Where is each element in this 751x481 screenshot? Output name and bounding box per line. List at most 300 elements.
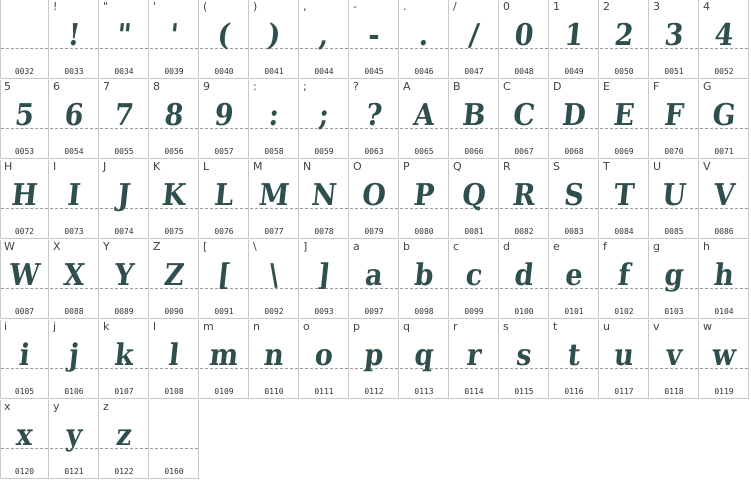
glyph-code: 0102 [614, 307, 634, 316]
glyph-sample: X [61, 258, 87, 293]
glyph-code: 0032 [14, 67, 35, 76]
glyph-cell [600, 160, 649, 239]
glyph-sample: P [412, 178, 437, 213]
glyph-cell [500, 80, 549, 159]
glyph-code: 0056 [164, 147, 184, 156]
glyph-cell [700, 80, 749, 159]
glyph-cell [500, 160, 549, 239]
glyph-sample: V [711, 178, 737, 213]
glyph-cell [450, 320, 499, 399]
glyph-label: \ [253, 240, 257, 253]
glyph-sample: . [417, 18, 431, 53]
glyph-label: j [53, 320, 57, 333]
glyph-cell [50, 160, 99, 239]
glyph-code: 0080 [414, 227, 434, 236]
glyph-sample: 6 [62, 98, 86, 133]
glyph-label: s [503, 320, 509, 333]
glyph-cell [0, 240, 49, 319]
glyph-label: D [553, 80, 562, 93]
glyph-label: F [653, 80, 660, 93]
glyph-label: u [603, 320, 610, 333]
glyph-cell [550, 160, 599, 239]
glyph-label: . [403, 0, 407, 13]
glyph-cell [550, 320, 599, 399]
glyph-sample: H [9, 178, 40, 213]
glyph-code: 0087 [14, 307, 35, 316]
glyph-label: i [4, 320, 8, 333]
glyph-code: 0098 [414, 307, 434, 316]
glyph-code: 0084 [614, 227, 634, 236]
glyph-cell [400, 240, 449, 319]
glyph-cell [700, 160, 749, 239]
glyph-code: 0058 [264, 147, 284, 156]
glyph-code: 0067 [514, 147, 534, 156]
glyph-cell [400, 160, 449, 239]
glyph-label: 6 [53, 80, 60, 93]
glyph-cell [500, 240, 549, 319]
glyph-code: 0034 [114, 67, 134, 76]
glyph-cell [150, 160, 199, 239]
glyph-code: 0110 [264, 387, 284, 396]
glyph-code: 0120 [14, 467, 35, 476]
glyph-cell [250, 240, 299, 319]
glyph-label: I [53, 160, 57, 173]
glyph-cell [350, 240, 399, 319]
glyph-code: 0113 [414, 387, 434, 396]
glyph-code: 0114 [464, 387, 484, 396]
glyph-code: 0076 [214, 227, 234, 236]
glyph-sample: - [366, 18, 382, 53]
glyph-code: 0111 [314, 387, 334, 396]
glyph-label: k [103, 320, 110, 333]
glyph-label: Z [153, 240, 161, 253]
glyph-cell [300, 80, 349, 159]
glyph-sample: v [664, 338, 684, 373]
glyph-sample: ; [317, 98, 331, 133]
glyph-label: 8 [153, 80, 160, 93]
glyph-label: 5 [4, 80, 11, 93]
glyph-label: 0 [503, 0, 510, 13]
glyph-cell [250, 0, 299, 79]
glyph-cell [200, 80, 249, 159]
glyph-sample: n [262, 338, 286, 373]
glyph-sample: K [160, 178, 188, 213]
glyph-sample: S [562, 178, 586, 213]
glyph-cell [500, 0, 549, 79]
glyph-sample: o [313, 338, 335, 373]
glyph-label: W [4, 240, 15, 253]
glyph-code: 0088 [64, 307, 84, 316]
glyph-cell [600, 320, 649, 399]
glyph-cell [450, 240, 499, 319]
glyph-code: 0050 [614, 67, 634, 76]
glyph-cell [550, 80, 599, 159]
glyph-cell [100, 400, 149, 479]
glyph-sample: " [115, 18, 133, 53]
glyph-label: / [453, 0, 457, 13]
glyph-label: g [653, 240, 660, 253]
glyph-cell [650, 80, 699, 159]
glyph-code: 0091 [214, 307, 234, 316]
glyph-label: x [4, 400, 11, 413]
glyph-code: 0089 [114, 307, 134, 316]
glyph-cell [100, 0, 149, 79]
glyph-sample: 4 [712, 18, 736, 53]
glyph-sample: ! [66, 18, 82, 53]
glyph-label: v [653, 320, 660, 333]
glyph-code: 0109 [214, 387, 234, 396]
glyph-sample: D [560, 98, 588, 133]
glyph-label: ; [303, 80, 307, 93]
glyph-cell [450, 160, 499, 239]
glyph-label: p [353, 320, 360, 333]
glyph-sample: m [207, 338, 241, 373]
glyph-sample: ) [265, 18, 283, 53]
glyph-sample: M [257, 178, 291, 213]
glyph-cell [700, 240, 749, 319]
glyph-label: r [453, 320, 458, 333]
glyph-sample: 3 [662, 18, 686, 53]
glyph-code: 0119 [714, 387, 734, 396]
glyph-cell [50, 400, 99, 479]
glyph-sample: W [7, 258, 42, 293]
glyph-label: V [703, 160, 711, 173]
glyph-code: 0069 [614, 147, 634, 156]
glyph-cell [0, 0, 49, 79]
glyph-cell [700, 0, 749, 79]
glyph-cell [200, 240, 249, 319]
glyph-code: 0046 [414, 67, 434, 76]
glyph-label: ! [53, 0, 58, 13]
glyph-sample: ? [364, 98, 384, 133]
glyph-sample: 5 [13, 98, 36, 133]
glyph-cell [300, 320, 349, 399]
glyph-sample: 1 [562, 18, 586, 53]
glyph-code: 0065 [414, 147, 434, 156]
glyph-code: 0044 [314, 67, 334, 76]
glyph-code: 0049 [564, 67, 584, 76]
glyph-sample: Q [460, 178, 488, 213]
glyph-code: 0118 [664, 387, 684, 396]
glyph-sample: N [309, 178, 339, 213]
glyph-label: N [303, 160, 312, 173]
glyph-sample: d [512, 258, 536, 293]
glyph-cell [600, 0, 649, 79]
glyph-code: 0081 [464, 227, 484, 236]
glyph-label: 2 [603, 0, 610, 13]
glyph-code: 0093 [314, 307, 334, 316]
glyph-code: 0100 [514, 307, 534, 316]
glyph-label: C [503, 80, 511, 93]
glyph-code: 0107 [114, 387, 134, 396]
glyph-code: 0121 [64, 467, 84, 476]
glyph-sample: h [712, 258, 736, 293]
glyph-code: 0122 [114, 467, 134, 476]
glyph-cell [150, 240, 199, 319]
glyph-sample: c [463, 258, 485, 293]
glyph-code: 0099 [464, 307, 484, 316]
glyph-label: f [603, 240, 607, 253]
glyph-sample: Y [112, 258, 136, 293]
glyph-code: 0059 [314, 147, 334, 156]
glyph-label: K [153, 160, 161, 173]
glyph-sample: : [267, 98, 281, 133]
glyph-cell [600, 240, 649, 319]
glyph-code: 0092 [264, 307, 284, 316]
glyph-label: q [403, 320, 410, 333]
glyph-label: U [653, 160, 662, 173]
glyph-label: ' [153, 0, 157, 13]
glyph-label: A [403, 80, 411, 93]
glyph-code: 0115 [514, 387, 534, 396]
glyph-label: a [353, 240, 360, 253]
glyph-code: 0033 [64, 67, 84, 76]
glyph-cell [350, 320, 399, 399]
glyph-sample: i [17, 338, 32, 373]
glyph-sample: [ [215, 258, 233, 293]
glyph-label: n [253, 320, 260, 333]
glyph-label: 3 [653, 0, 660, 13]
glyph-sample: l [167, 338, 182, 373]
glyph-code: 0057 [214, 147, 234, 156]
glyph-sample: ' [168, 18, 181, 53]
glyph-sample: A [411, 98, 437, 133]
glyph-cell [300, 240, 349, 319]
glyph-sample: T [612, 178, 636, 213]
glyph-sample: E [611, 98, 637, 133]
glyph-code: 0074 [114, 227, 134, 236]
glyph-code: 0083 [564, 227, 584, 236]
glyph-label: G [703, 80, 712, 93]
glyph-code: 0104 [714, 307, 734, 316]
glyph-cell [500, 320, 549, 399]
glyph-label: h [703, 240, 710, 253]
glyph-label: t [553, 320, 558, 333]
glyph-label: 4 [703, 0, 710, 13]
glyph-cell [650, 0, 699, 79]
glyph-code: 0085 [664, 227, 684, 236]
glyph-sample: ] [315, 258, 333, 293]
glyph-cell [50, 320, 99, 399]
glyph-sample: p [362, 338, 386, 373]
glyph-cell [100, 240, 149, 319]
glyph-label: [ [203, 240, 208, 253]
glyph-sample: z [114, 418, 134, 453]
glyph-code: 0066 [464, 147, 484, 156]
glyph-sample: s [514, 338, 534, 373]
glyph-sample: 8 [162, 98, 186, 133]
glyph-sample: R [510, 178, 538, 213]
glyph-sample: 7 [112, 98, 136, 133]
glyph-cell [150, 400, 199, 479]
glyph-code: 0116 [564, 387, 584, 396]
glyph-cell [600, 80, 649, 159]
glyph-cell [700, 320, 749, 399]
glyph-cell [50, 240, 99, 319]
glyph-sample: F [662, 98, 686, 133]
glyph-sample: g [662, 258, 686, 293]
glyph-code: 0105 [14, 387, 35, 396]
glyph-label: d [503, 240, 510, 253]
glyph-sample: b [412, 258, 436, 293]
glyph-sample: U [660, 178, 688, 213]
glyph-label: 1 [553, 0, 560, 13]
glyph-code: 0077 [264, 227, 284, 236]
glyph-label: l [153, 320, 157, 333]
glyph-cell [150, 0, 199, 79]
glyph-label: b [403, 240, 410, 253]
glyph-label: Y [103, 240, 110, 253]
glyph-code: 0101 [564, 307, 584, 316]
glyph-code: 0090 [164, 307, 184, 316]
glyph-sample: k [112, 338, 136, 373]
glyph-label: ( [203, 0, 208, 13]
glyph-code: 0040 [214, 67, 234, 76]
glyph-sample: ( [215, 18, 233, 53]
glyph-label: O [353, 160, 362, 173]
glyph-cell [650, 320, 699, 399]
glyph-sample: I [65, 178, 83, 213]
glyph-sample: B [460, 98, 488, 133]
glyph-cell [550, 0, 599, 79]
glyph-label: m [203, 320, 214, 333]
glyph-code: 0063 [364, 147, 384, 156]
glyph-cell [350, 80, 399, 159]
glyph-cell [50, 0, 99, 79]
glyph-code: 0045 [364, 67, 384, 76]
glyph-sample: 9 [212, 98, 236, 133]
glyph-sample: / [467, 18, 481, 53]
glyph-cell [0, 320, 49, 399]
glyph-label: ? [353, 80, 359, 93]
glyph-sample: u [612, 338, 636, 373]
glyph-sample: e [563, 258, 585, 293]
glyph-code: 0079 [364, 227, 384, 236]
glyph-label: : [253, 80, 257, 93]
glyph-code: 0075 [164, 227, 184, 236]
glyph-cell [350, 160, 399, 239]
glyph-cell [350, 0, 399, 79]
glyph-sample: \ [267, 258, 281, 293]
glyph-sample: j [67, 338, 81, 373]
glyph-label: L [203, 160, 210, 173]
glyph-code: 0053 [14, 147, 35, 156]
glyph-sample: C [511, 98, 537, 133]
glyph-code: 0039 [164, 67, 184, 76]
glyph-code: 0071 [714, 147, 734, 156]
glyph-sample: a [363, 258, 385, 293]
glyph-code: 0117 [614, 387, 634, 396]
glyph-code: 0054 [64, 147, 84, 156]
glyph-sample: J [115, 178, 133, 213]
glyph-label: ) [253, 0, 258, 13]
glyph-sample: w [710, 338, 738, 373]
glyph-label: z [103, 400, 109, 413]
glyph-label: o [303, 320, 310, 333]
glyph-code: 0078 [314, 227, 334, 236]
glyph-cell [250, 320, 299, 399]
glyph-sample: x [14, 418, 35, 453]
glyph-cell [200, 160, 249, 239]
glyph-sample: 0 [512, 18, 536, 53]
glyph-cell [650, 240, 699, 319]
glyph-cell [300, 160, 349, 239]
glyph-sample [151, 418, 198, 454]
glyph-label: e [553, 240, 560, 253]
glyph-cell [300, 0, 349, 79]
glyph-code: 0070 [664, 147, 684, 156]
glyph-cell [650, 160, 699, 239]
glyph-code: 0051 [664, 67, 684, 76]
glyph-sample: f [616, 258, 632, 293]
glyph-cell [250, 160, 299, 239]
glyph-cell [100, 160, 149, 239]
glyph-code: 0108 [164, 387, 184, 396]
glyph-cell [450, 0, 499, 79]
glyph-cell [250, 80, 299, 159]
glyph-sample: , [317, 18, 331, 53]
glyph-label: ] [303, 240, 308, 253]
glyph-cell [150, 320, 199, 399]
glyph-cell [400, 80, 449, 159]
glyph-label: T [603, 160, 610, 173]
glyph-label: X [53, 240, 61, 253]
glyph-label: , [303, 0, 307, 13]
glyph-label: M [253, 160, 263, 173]
glyph-label: S [553, 160, 560, 173]
glyph-cell [550, 240, 599, 319]
glyph-cell [200, 320, 249, 399]
glyph-code: 0072 [14, 227, 35, 236]
glyph-cell [100, 320, 149, 399]
glyph-code: 0073 [64, 227, 84, 236]
glyph-cell [150, 80, 199, 159]
glyph-sample: Z [162, 258, 186, 293]
glyph-sample [1, 18, 47, 54]
glyph-sample: q [412, 338, 436, 373]
glyph-cell [0, 160, 49, 239]
glyph-cell [0, 400, 49, 479]
glyph-code: 0086 [714, 227, 734, 236]
glyph-code: 0041 [264, 67, 284, 76]
glyph-label: y [53, 400, 60, 413]
glyph-sample: t [565, 338, 583, 373]
glyph-code: 0160 [164, 467, 184, 476]
glyph-sample: y [64, 418, 84, 453]
glyph-code: 0048 [514, 67, 534, 76]
glyph-label: R [503, 160, 511, 173]
glyph-label: - [353, 0, 357, 13]
glyph-label: H [4, 160, 13, 173]
glyph-code: 0047 [464, 67, 484, 76]
glyph-cell [400, 320, 449, 399]
glyph-sample: 2 [612, 18, 636, 53]
glyph-cell [100, 80, 149, 159]
glyph-code: 0082 [514, 227, 534, 236]
glyph-label: B [453, 80, 461, 93]
glyph-sample: O [360, 178, 388, 213]
glyph-label: Q [453, 160, 462, 173]
glyph-cell [50, 80, 99, 159]
glyph-cell [400, 0, 449, 79]
glyph-label: J [103, 160, 107, 173]
glyph-cell [450, 80, 499, 159]
glyph-label: 7 [103, 80, 110, 93]
glyph-code: 0055 [114, 147, 134, 156]
glyph-code: 0068 [564, 147, 584, 156]
glyph-code: 0112 [364, 387, 384, 396]
glyph-sample: r [465, 338, 484, 373]
